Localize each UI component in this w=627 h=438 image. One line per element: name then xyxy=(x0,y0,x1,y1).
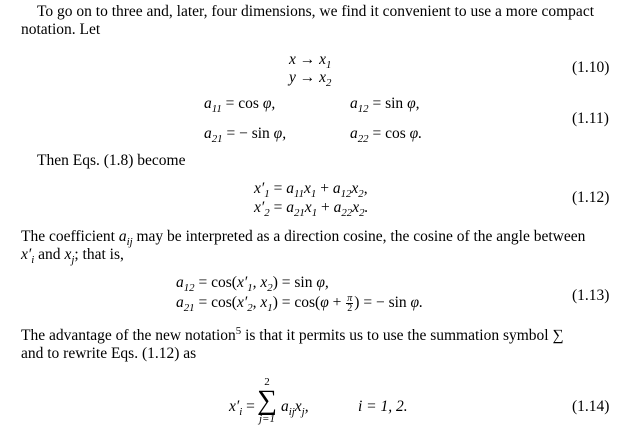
sin-function: sin xyxy=(385,95,404,112)
equation-number-1-13: (1.13) xyxy=(572,287,610,304)
cos-function: cos xyxy=(385,125,406,142)
equation-number-1-12: (1.12) xyxy=(572,189,610,206)
summation-upper-limit: 2 xyxy=(264,376,270,388)
equation-1-14-lhs: $x'_i$ = xyxy=(229,398,255,418)
equation-1-14-rhs: $a_{ij}x_j$, xyxy=(281,398,309,418)
equation-1-13-line-1: $a_{12} = \cos(x'_1$, $x_2) = \sin \varphi$, xyxy=(176,274,329,294)
cos-function: cos xyxy=(238,95,259,112)
pi-over-two-fraction: $\frac{\pi}{2}$ xyxy=(347,293,353,314)
paragraph-2: Then Eqs. (1.8) become xyxy=(37,152,186,169)
paragraph-4-line-1: The advantage of the new notation$^5$ is that it permits us to use the summation symbol ∑ xyxy=(21,325,564,344)
sin-function: sin xyxy=(251,125,270,142)
paragraph-3-line-2: $x'_i$ and $x_j$; that is, xyxy=(21,246,124,266)
paragraph-4-line-2: and to rewrite Eqs. (1.12) as xyxy=(21,345,197,362)
footnote-marker: 5 xyxy=(235,325,242,338)
paragraph-3-line-1: The coefficient $a_{ij}$ may be interpreted as a direction cosine, the cosine of the angle between xyxy=(21,228,586,248)
paragraph-1-line-1: To go on to three and, later, four dimensions, we find it convenient to use a more compact xyxy=(37,3,595,20)
summation-lower-limit: j=1 xyxy=(259,413,275,425)
paragraph-1-line-2: notation. Let xyxy=(21,21,101,38)
equation-1-11-a11: $a_{11} = \cos \varphi$, xyxy=(204,95,276,115)
equation-1-10-line-2: $y \to x_2$ xyxy=(289,69,332,89)
equation-1-11-a21: $a_{21}$ = − sin φ, xyxy=(204,125,287,145)
summation-symbol xyxy=(256,377,278,425)
equation-1-10-line-1: $x \to x_1$ xyxy=(289,51,332,71)
equation-1-14-range: i = 1, 2. xyxy=(358,398,408,415)
equation-1-11-a22: $a_{22} = \cos \varphi$. xyxy=(350,125,423,145)
equation-1-12-line-1: $x'_1 = a_{11}x_1 + a_{12}x_2$, xyxy=(254,180,368,200)
equation-number-1-14: (1.14) xyxy=(572,398,610,415)
sigma-icon: ∑ xyxy=(257,385,277,416)
equation-number-1-10: (1.10) xyxy=(572,59,610,76)
equation-number-1-11: (1.11) xyxy=(572,110,609,127)
equation-1-12-line-2: $x'_2 = a_{21}x_1 + a_{22}x_2$. xyxy=(254,199,369,219)
equation-1-13-line-2: $a_{21} = \cos(x'_2$, $x_1) = \cos(\varphi$ + $\frac{\pi}{2}$ ) = − sin φ. xyxy=(176,293,423,314)
equation-1-11-a12: $a_{12} = \sin \varphi$, xyxy=(350,95,420,115)
